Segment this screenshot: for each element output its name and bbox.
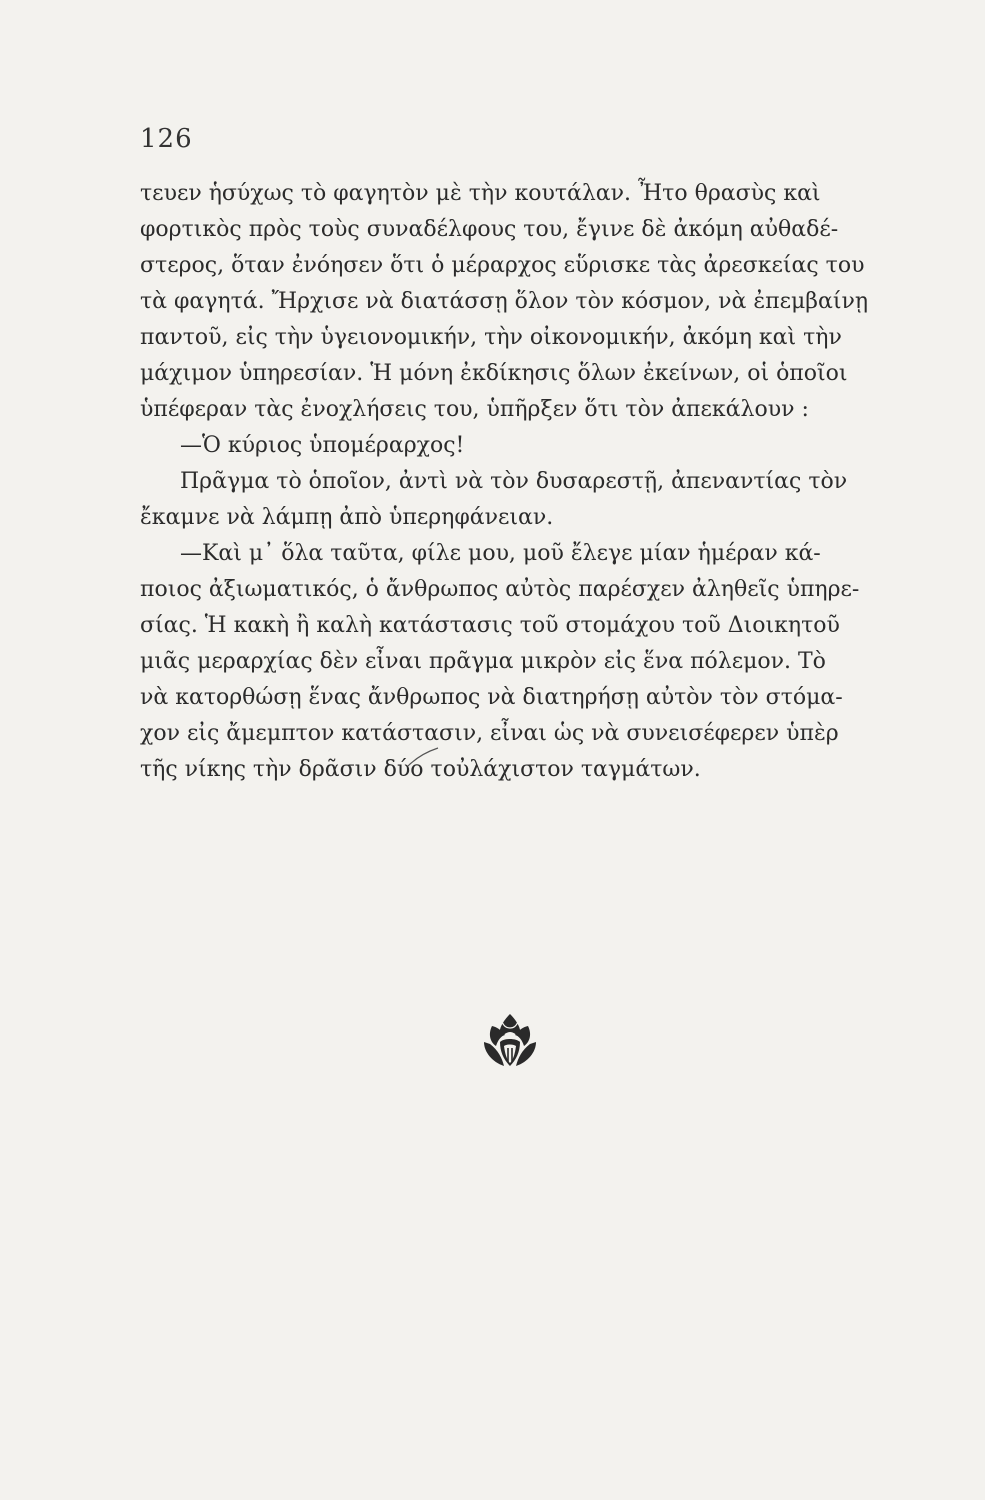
text-line: ἔκαμνε νὰ λάμπῃ ἀπὸ ὑπερηφάνειαν. xyxy=(140,505,554,530)
text-line: τῆς νίκης τὴν δρᾶσιν δύο τοὐλάχιστον ταγμάτων. xyxy=(140,757,701,782)
text-line: ποιος ἀξιωματικός, ὁ ἄνθρωπος αὐτὸς παρέσχεν ἀληθεῖς ὑπηρε- xyxy=(140,577,860,602)
text-line: τὰ φαγητά. Ἤρχισε νὰ διατάσσῃ ὅλον τὸν κόσμον, νὰ ἐπεμβαίνῃ xyxy=(140,289,869,314)
text-line: παντοῦ, εἰς τὴν ὑγειονομικήν, τὴν οἰκονομικήν, ἀκόμη καὶ τὴν xyxy=(140,325,842,350)
text-line: στερος, ὅταν ἐνόησεν ὅτι ὁ μέραρχος εὕρισκε τὰς ἀρεσκείας του xyxy=(140,253,865,278)
text-line: —Καὶ μ᾽ ὅλα ταῦτα, φίλε μου, μοῦ ἔλεγε μίαν ἡμέραν κά- xyxy=(180,541,821,566)
text-line: Πρᾶγμα τὸ ὁποῖον, ἀντὶ νὰ τὸν δυσαρεστῇ, ἀπεναντίας τὸν xyxy=(180,469,848,494)
text-line: ὑπέφεραν τὰς ἐνοχλήσεις του, ὑπῆρξεν ὅτι τὸν ἀπεκάλουν : xyxy=(140,397,809,422)
page-number: 126 xyxy=(140,124,193,154)
pen-mark-icon xyxy=(406,746,440,768)
text-line: σίας. Ἡ κακὴ ἢ καλὴ κατάστασις τοῦ στομάχου τοῦ Διοικητοῦ xyxy=(140,613,840,638)
text-line: μάχιμον ὑπηρεσίαν. Ἡ μόνη ἐκδίκησις ὅλων ἐκείνων, οἱ ὁποῖοι xyxy=(140,361,848,386)
text-line: φορτικὸς πρὸς τοὺς συναδέλφους του, ἔγινε δὲ ἀκόμη αὐθαδέ- xyxy=(140,217,839,242)
text-line: —Ὁ κύριος ὑπομέραρχος! xyxy=(180,433,465,458)
lotus-flower-ornament-icon xyxy=(478,1008,542,1072)
text-line: μιᾶς μεραρχίας δὲν εἶναι πρᾶγμα μικρὸν εἰς ἕνα πόλεμον. Τὸ xyxy=(140,649,826,674)
text-line: χον εἰς ἄμεμπτον κατάστασιν, εἶναι ὡς νὰ συνεισέφερεν ὑπὲρ xyxy=(140,721,839,746)
text-line: τευεν ἡσύχως τὸ φαγητὸν μὲ τὴν κουτάλαν. Ἦτο θρασὺς καὶ xyxy=(140,181,821,206)
text-line: νὰ κατορθώσῃ ἕνας ἄνθρωπος νὰ διατηρήσῃ αὐτὸν τὸν στόμα- xyxy=(140,685,843,710)
